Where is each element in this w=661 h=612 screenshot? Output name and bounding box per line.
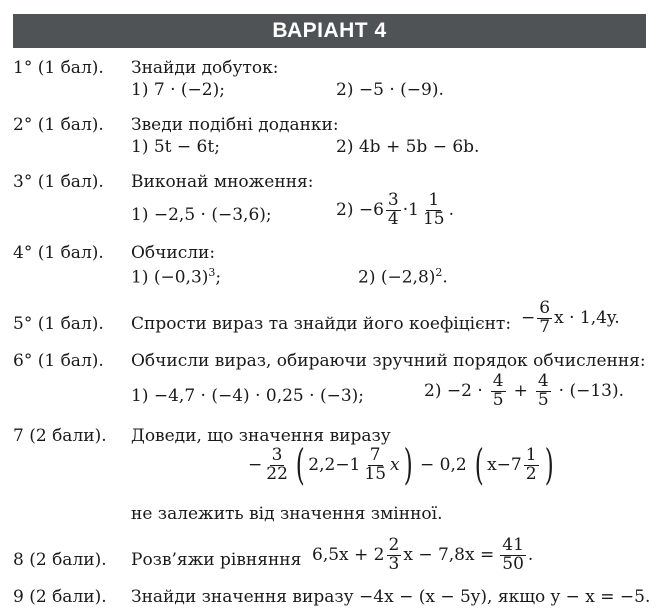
numerator: 6 bbox=[539, 298, 551, 318]
task-2-part-2: 2) 4b + 5b − 6b. bbox=[336, 137, 480, 157]
denominator: 15 bbox=[364, 463, 387, 484]
denominator: 22 bbox=[266, 463, 288, 484]
fraction bbox=[264, 444, 290, 484]
task-7-number: 7 (2 бали). bbox=[13, 426, 107, 446]
denominator: 2 bbox=[525, 463, 537, 484]
exponent: 3 bbox=[208, 266, 216, 279]
task-3-number: 3° (1 бал). bbox=[13, 172, 104, 192]
task-4-text: Обчисли: bbox=[131, 243, 216, 263]
task-3-p2-pre: 2) −6 bbox=[336, 200, 384, 221]
task-1-text: Знайди добуток: bbox=[131, 58, 279, 78]
task-6-part-2 bbox=[424, 373, 624, 410]
denominator: 5 bbox=[537, 389, 549, 410]
task-4-part-2 bbox=[358, 266, 448, 288]
task-4-p2-end: . bbox=[442, 267, 448, 288]
task-3-part-2 bbox=[336, 192, 454, 229]
task-4-p1-base: 1) (−0,3) bbox=[131, 267, 209, 288]
variant-title: ВАРІАНТ 4 bbox=[272, 19, 387, 42]
fraction bbox=[491, 373, 506, 410]
fraction bbox=[537, 300, 552, 337]
numerator: 3 bbox=[271, 444, 283, 465]
task-6-p2-post: · (−13). bbox=[558, 381, 624, 402]
numerator: 1 bbox=[525, 444, 537, 465]
task-8-equation bbox=[312, 537, 533, 574]
task-1-part-2: 2) −5 · (−9). bbox=[336, 80, 444, 100]
task-4-p1-end: ; bbox=[215, 267, 222, 288]
task-5-expr-post: x · 1,4y. bbox=[554, 308, 620, 329]
task-4-number: 4° (1 бал). bbox=[13, 243, 104, 263]
minus-sign: − bbox=[248, 455, 263, 475]
denominator: 5 bbox=[492, 389, 504, 410]
variable-x: x bbox=[390, 455, 400, 475]
task-2-text: Зведи подібні доданки: bbox=[131, 115, 339, 135]
fraction bbox=[536, 373, 551, 410]
task-5-text: Спрости вираз та знайди його коефіцієнт: bbox=[131, 314, 512, 334]
denominator: 3 bbox=[388, 553, 400, 574]
task-7-text: Доведи, що значення виразу bbox=[131, 426, 391, 446]
task-5-expression bbox=[521, 300, 620, 337]
numerator: 7 bbox=[369, 444, 381, 465]
task-8-expr-post: . bbox=[527, 545, 534, 566]
exponent: 2 bbox=[435, 266, 443, 279]
task-8-number: 8 (2 бали). bbox=[13, 550, 107, 570]
denominator: 15 bbox=[422, 208, 445, 229]
numerator: 4 bbox=[537, 371, 549, 391]
numerator: 1 bbox=[428, 190, 440, 210]
task-6-text: Обчисли вираз, обираючи зручний порядок обчислення: bbox=[131, 351, 646, 371]
variant-header bbox=[13, 14, 646, 48]
task-2-number: 2° (1 бал). bbox=[13, 115, 104, 135]
task-5-number: 5° (1 бал). bbox=[13, 314, 104, 334]
numerator: 4 bbox=[492, 371, 504, 391]
task-4-p2-base: 2) (−2,8) bbox=[358, 267, 436, 288]
task-2-part-1: 1) 5t − 6t; bbox=[131, 137, 220, 157]
task-7-expr-b: x−7 bbox=[487, 455, 522, 475]
task-6-part-1: 1) −4,7 · (−4) · 0,25 · (−3); bbox=[131, 386, 364, 406]
fraction bbox=[387, 537, 402, 574]
task-9-number: 9 (2 бали). bbox=[13, 587, 107, 607]
fraction bbox=[421, 192, 447, 229]
task-1-part-1: 1) 7 · (−2); bbox=[131, 80, 225, 100]
fraction bbox=[386, 192, 401, 229]
task-6-p2-pre: 2) −2 · bbox=[424, 381, 483, 402]
task-7-expr-mid: − 0,2 bbox=[420, 455, 467, 475]
denominator: 4 bbox=[387, 208, 399, 229]
task-7-text-2: не залежить від значення змінної. bbox=[131, 504, 443, 524]
task-8-expr-a: 6,5x + 2 bbox=[312, 545, 385, 566]
task-9-text: Знайди значення виразу −4x − (x − 5y), якщо y − x = −5. bbox=[131, 587, 651, 607]
numerator: 41 bbox=[502, 535, 524, 555]
task-4-part-1 bbox=[131, 266, 221, 288]
minus-sign: − bbox=[521, 308, 536, 329]
task-1-number: 1° (1 бал). bbox=[13, 58, 104, 78]
right-paren-icon: ) bbox=[403, 440, 413, 489]
right-paren-icon: ) bbox=[544, 440, 554, 489]
task-3-p2-mid: ·1 bbox=[402, 200, 419, 221]
left-paren-icon: ( bbox=[295, 440, 305, 489]
task-7-expr-a: 2,2−1 bbox=[308, 455, 361, 475]
task-3-text: Виконай множення: bbox=[131, 172, 314, 192]
task-3-p2-post: . bbox=[448, 200, 455, 221]
numerator: 3 bbox=[387, 190, 399, 210]
fraction bbox=[500, 537, 526, 574]
denominator: 7 bbox=[539, 316, 551, 337]
left-paren-icon: ( bbox=[474, 440, 484, 489]
numerator: 2 bbox=[388, 535, 400, 555]
fraction bbox=[362, 444, 388, 484]
task-7-expression bbox=[248, 440, 557, 489]
task-8-text: Розв’яжи рівняння bbox=[131, 550, 302, 570]
plus-sign: + bbox=[513, 381, 528, 402]
task-6-number: 6° (1 бал). bbox=[13, 351, 104, 371]
task-3-part-1: 1) −2,5 · (−3,6); bbox=[131, 205, 272, 225]
denominator: 50 bbox=[502, 553, 524, 574]
fraction bbox=[524, 444, 539, 484]
task-8-expr-b: x − 7,8x = bbox=[403, 545, 495, 566]
